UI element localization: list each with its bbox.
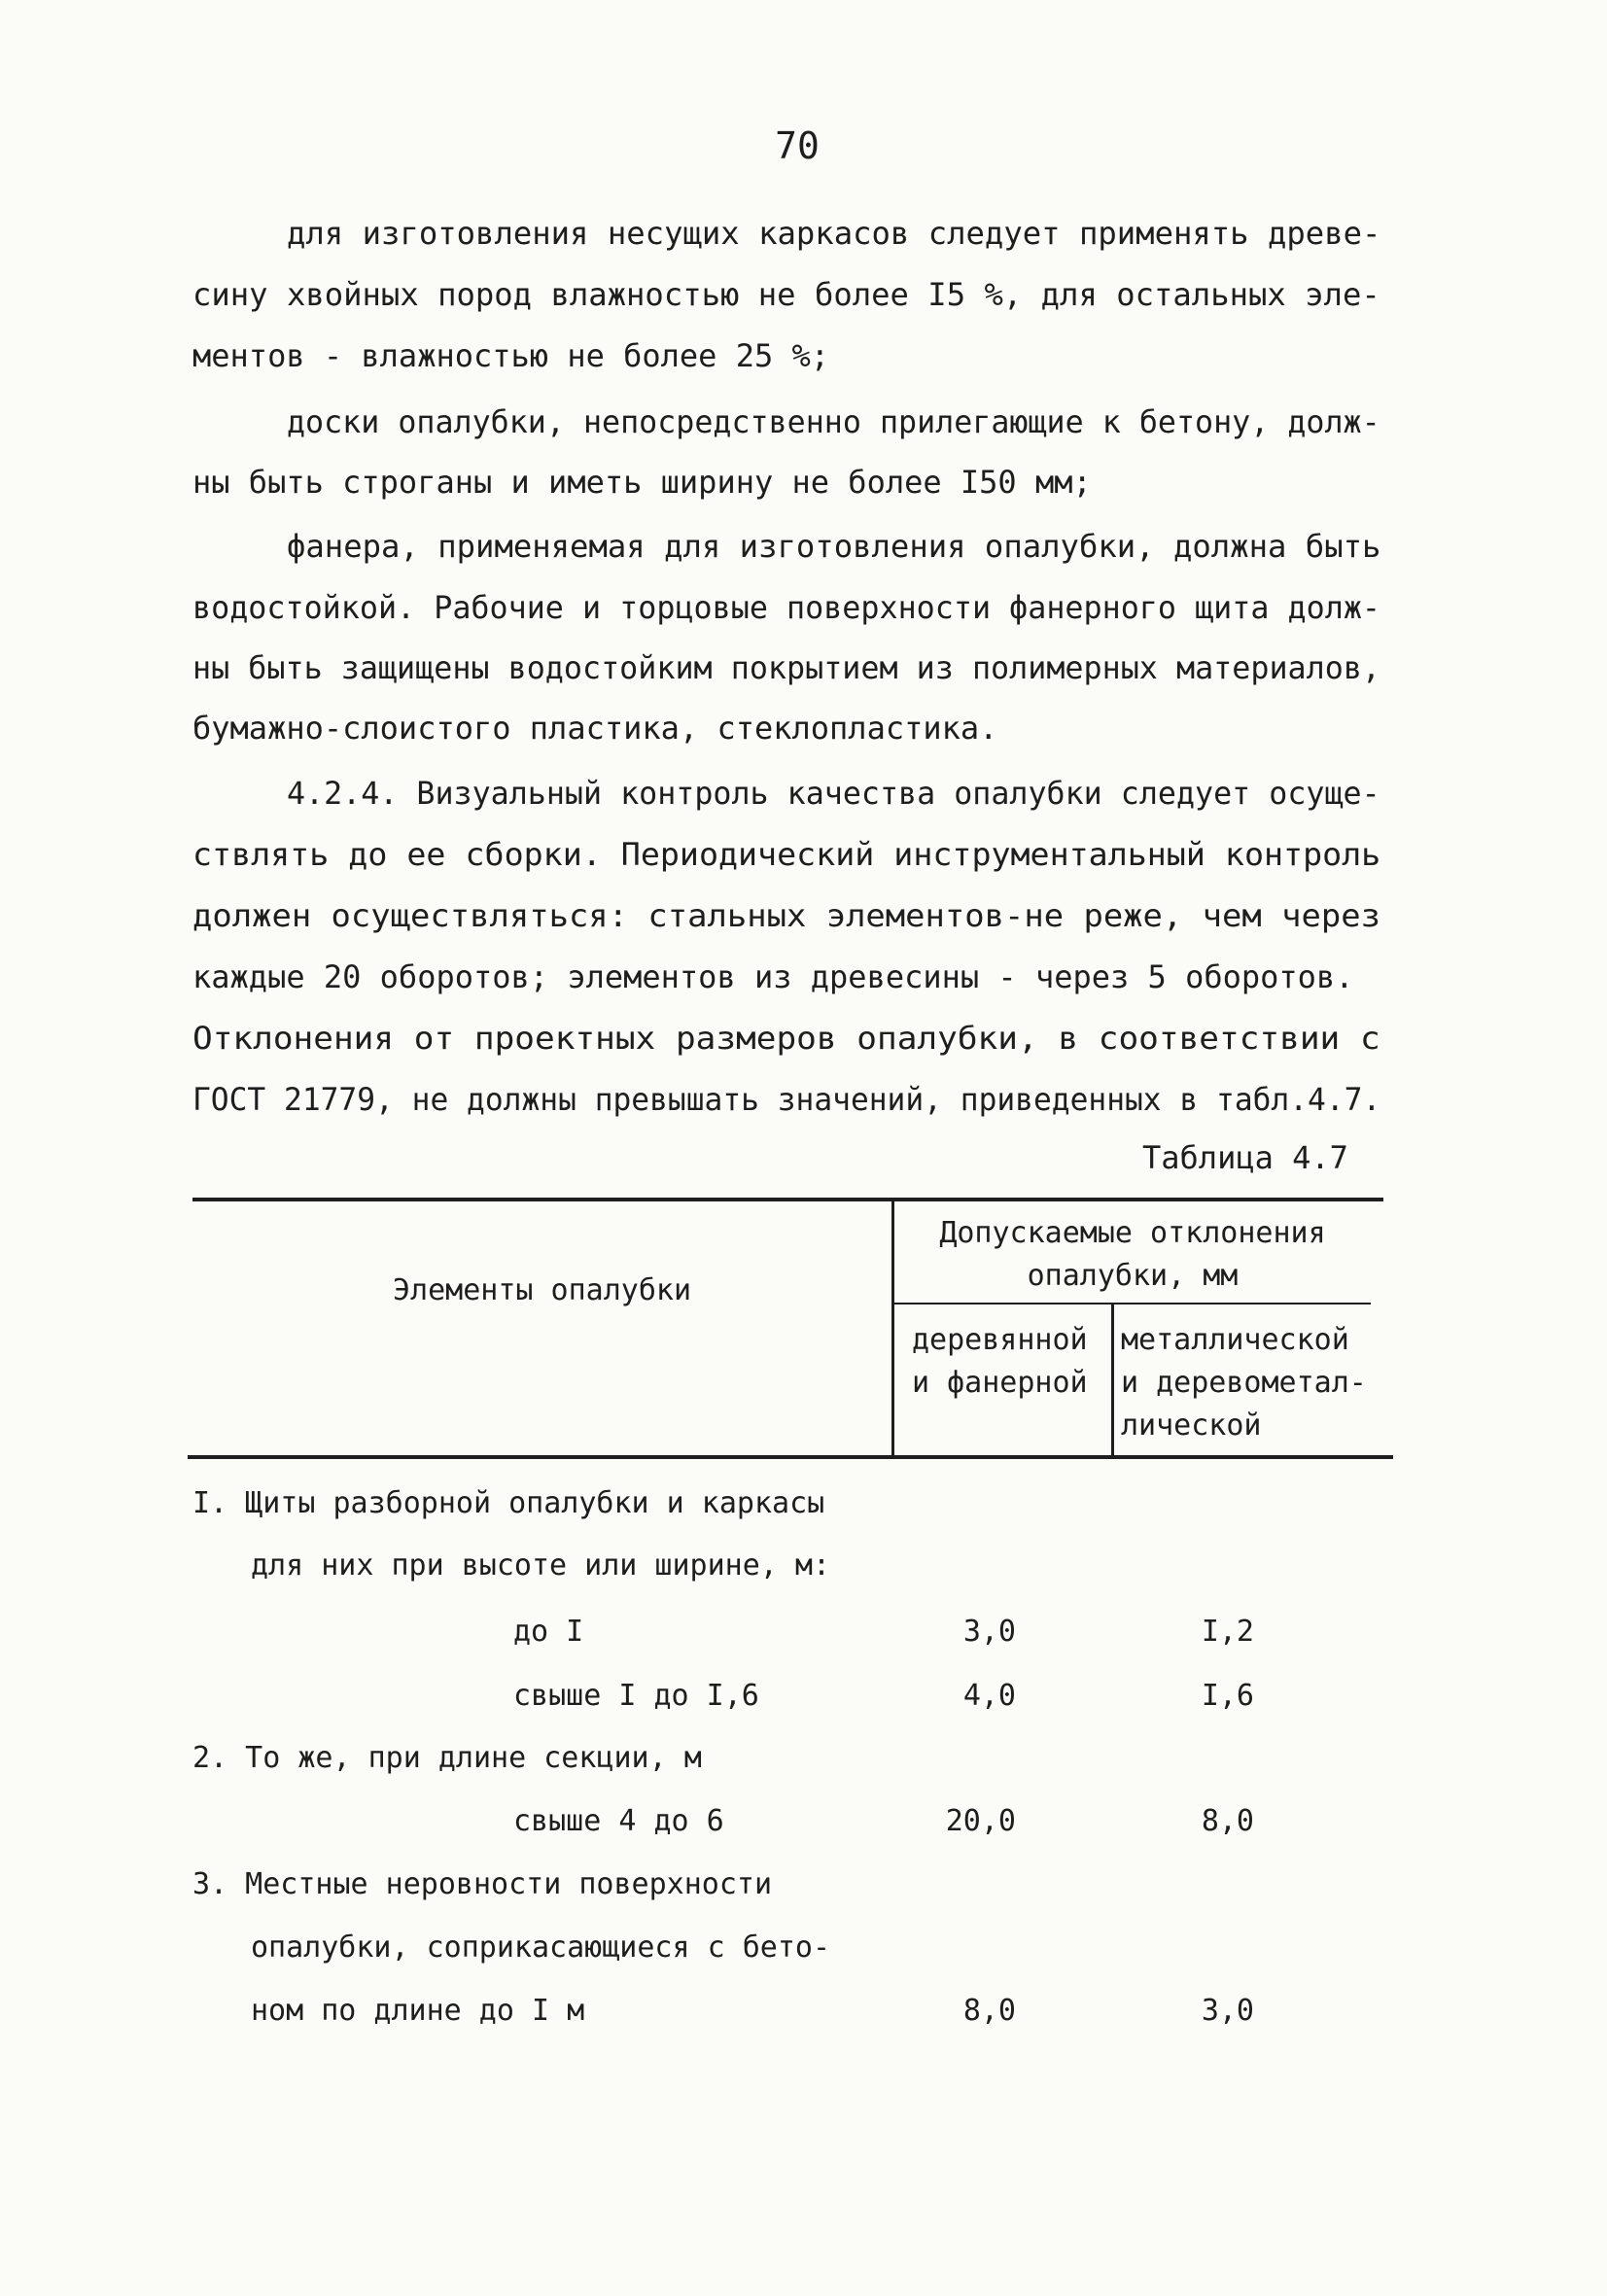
text-line: ны быть строганы и иметь ширину не более I50 мм; [192,464,1092,501]
group-header-rule [894,1303,1371,1305]
table-cell-metal: 3,0 [1201,1994,1254,2028]
table-caption: Таблица 4.7 [1142,1139,1348,1176]
subcolumn-header-metal: и деревометал- [1121,1366,1367,1400]
text-line: ствлять до ее сборки. Периодический инструментальный контроль [192,836,1381,873]
table-cell-wood: 4,0 [962,1679,1016,1713]
table-cell-wood: 8,0 [962,1994,1016,2028]
table-cell-metal: I,2 [1201,1615,1254,1649]
text-line: ны быть защищены водостойким покрытием из полимерных материалов, [192,649,1380,686]
table-cell-metal: I,6 [1201,1679,1254,1713]
header-bottom-rule [188,1455,1393,1459]
text-line: ментов - влажностью не более 25 %; [192,337,830,374]
subcolumn-header-wood: деревянной [912,1323,1088,1357]
table-cell-wood: 3,0 [962,1615,1016,1649]
text-line: 4.2.4. Визуальный контроль качества опалубки следует осуще- [287,775,1380,812]
table-cell-metal: 8,0 [1201,1804,1254,1838]
table-row-label: до I [513,1615,584,1649]
text-line: должен осуществляться: стальных элементов-не реже, чем через [192,897,1380,934]
column-header-elements: Элементы опалубки [392,1273,692,1307]
text-line: водостойкой. Рабочие и торцовые поверхности фанерного щита долж- [192,589,1380,626]
text-line: ГОСТ 21779, не должны превышать значений, приведенных в табл.4.7. [192,1081,1381,1118]
table-row-label: 2. То же, при длине секции, м [192,1741,702,1775]
subcolumn-divider [1111,1305,1114,1455]
subcolumn-header-wood: и фанерной [912,1366,1088,1400]
column-group-header: опалубки, мм [1027,1259,1239,1293]
text-line: доски опалубки, непосредственно прилегающие к бетону, долж- [287,403,1380,440]
text-line: Отклонения от проектных размеров опалубки, в соответствии с [192,1020,1380,1057]
text-line: для изготовления несущих каркасов следует применять древе- [287,215,1381,252]
text-line: сину хвойных пород влажностью не более I5 %, для остальных эле- [192,276,1380,313]
table-row-label: I. Щиты разборной опалубки и каркасы [192,1486,825,1520]
table-top-rule [192,1198,1383,1201]
subcolumn-header-metal: лической [1121,1409,1262,1443]
text-line: каждые 20 оборотов; элементов из древесины - через 5 оборотов. [192,958,1354,995]
subcolumn-header-metal: металлической [1121,1323,1349,1357]
page-number: 70 [775,124,820,167]
table-row-label: 3. Местные неровности поверхности [192,1867,773,1901]
table-row-label: свыше 4 до 6 [513,1804,724,1838]
table-row-label: свыше I до I,6 [513,1679,759,1713]
text-line: фанера, применяемая для изготовления опалубки, должна быть [287,528,1381,565]
table-row-label: для них при высоте или ширине, м: [251,1548,831,1583]
table-row-label: ном по длине до I м [251,1994,585,2028]
table-row-label: опалубки, соприкасающиеся с бето- [251,1931,831,1965]
text-line: бумажно-слоистого пластика, стеклопластика. [192,710,998,747]
table-cell-wood: 20,0 [945,1804,1016,1838]
column-group-header: Допускаемые отклонения [939,1216,1326,1250]
